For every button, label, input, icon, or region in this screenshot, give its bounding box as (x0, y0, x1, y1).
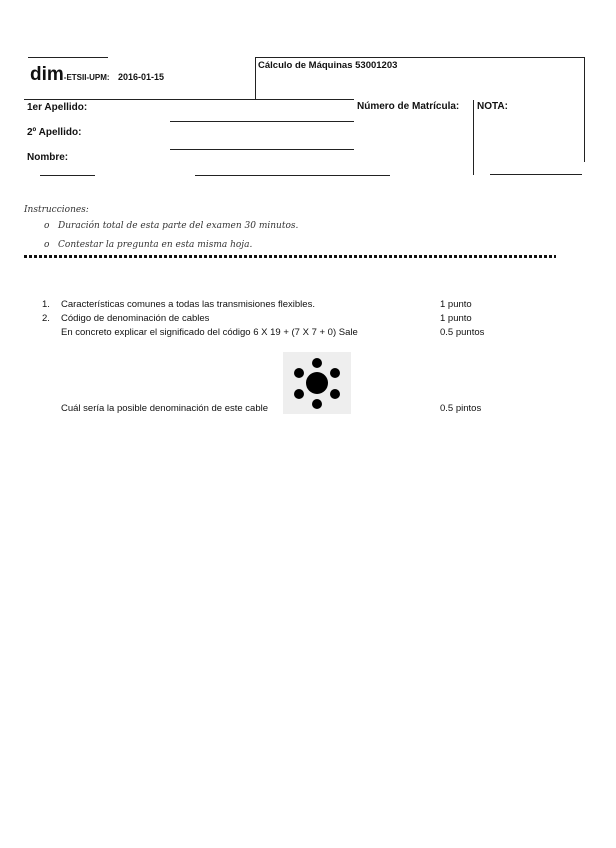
divider (28, 57, 108, 58)
apellido1-label: 1er Apellido: (27, 102, 88, 113)
question-text: Código de denominación de cables (61, 313, 210, 324)
divider (584, 57, 585, 162)
question-text: En concreto explicar el significado del código 6 X 19 + (7 X 7 + 0) Sale (61, 327, 358, 338)
header-title (30, 64, 164, 86)
question-number: 2. (42, 313, 50, 324)
question-text: Cuál sería la posible denominación de este cable (61, 403, 269, 414)
nombre-label: Nombre: (27, 152, 69, 163)
nombre-field[interactable] (195, 175, 390, 176)
apellido2-label: 2º Apellido: (27, 127, 82, 138)
question-points: 1 punto (440, 299, 472, 310)
apellido2-field[interactable] (170, 149, 354, 150)
divider (255, 57, 585, 58)
cable-cross-section-image (283, 352, 351, 414)
instructions-title: Instrucciones: (24, 205, 89, 215)
nota-field[interactable] (490, 174, 582, 175)
question-points: 1 punto (440, 313, 472, 324)
dotted-separator (24, 255, 556, 258)
instruction-item: o Duración total de esta parte del examen 30 minutos. (44, 221, 299, 231)
divider (255, 57, 256, 100)
institution: -ETSII-UPM: (63, 73, 110, 82)
divider (473, 100, 474, 175)
dim-logo: dim (30, 64, 64, 85)
instruction-item: o Contestar la pregunta en esta misma hoja. (44, 240, 253, 250)
nota-label: NOTA: (477, 101, 508, 112)
question-points: 0.5 pintos (440, 403, 482, 414)
question-points: 0.5 puntos (440, 327, 485, 338)
question-number: 1. (42, 299, 50, 310)
apellido1-field[interactable] (170, 121, 354, 122)
divider (40, 175, 95, 176)
exam-date: 2016-01-15 (118, 72, 165, 82)
matricula-label: Número de Matrícula: (357, 101, 460, 112)
question-text: Características comunes a todas las transmisiones flexibles. (61, 299, 315, 310)
course-title: Cálculo de Máquinas 53001203 (258, 60, 398, 71)
divider (24, 99, 354, 100)
